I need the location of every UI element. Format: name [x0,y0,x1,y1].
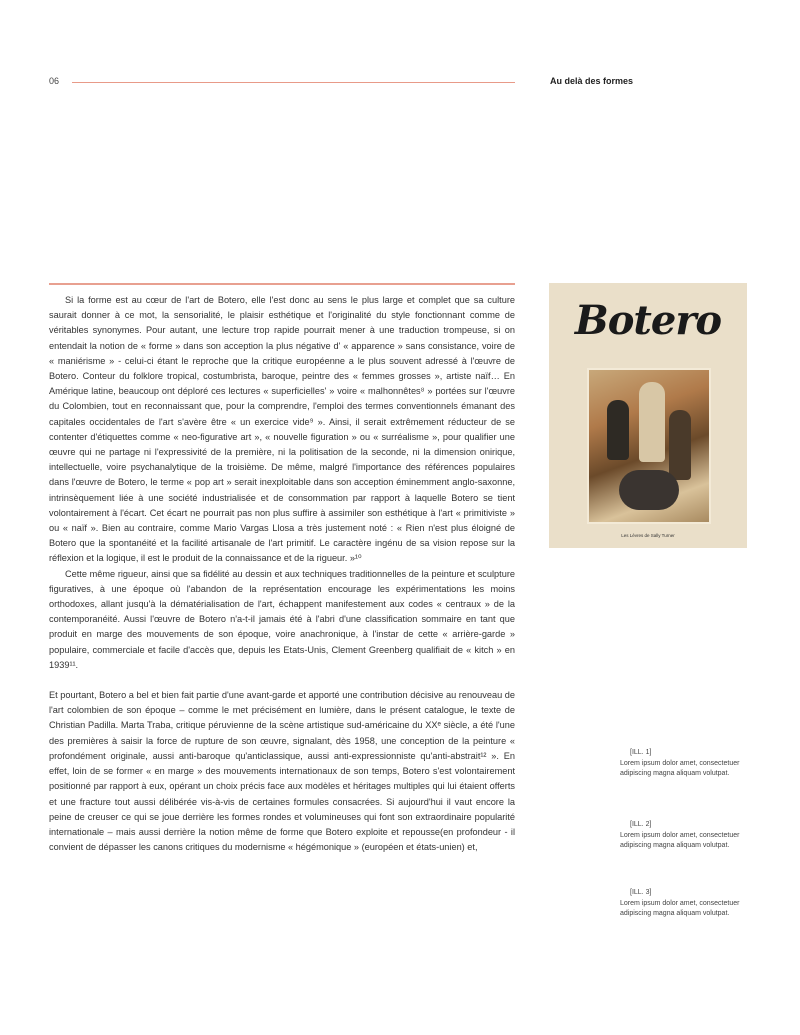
book-cover-image [549,283,747,548]
side-note-label: [ILL. 2] [630,821,652,828]
body-rule [49,283,515,285]
side-note-label: [ILL. 1] [630,749,652,756]
book-cover-title: Botero [574,297,722,344]
painting-figure [639,382,665,462]
painting-figure [669,410,691,480]
side-note-text: Lorem ipsum dolor amet, consectetuer adipiscing magna aliquam volutpat. [620,831,740,849]
side-note-3 [620,888,760,920]
side-note-2 [620,820,760,852]
book-cover-painting [587,368,711,524]
body-text [49,293,515,855]
section-title: Au delà des formes [550,76,634,86]
painting-figure [619,470,679,510]
painting-figure [607,400,629,460]
side-note-1 [620,748,760,780]
side-note-label: [ILL. 3] [630,889,652,896]
book-cover-caption: Les Lèvres de Sally Turner [621,533,675,538]
paragraph-2: Cette même rigueur, ainsi que sa fidélité au dessin et aux techniques traditionnelles de la peinture et sculpture figuratives, à une époque où l'abandon de la représentation encourage les expérimentations les moins orthodoxes, allant jusqu'à la dématérialisation de l'art, échappent manifestement aux codes « centraux » de la contemporanéité. Aussi l'œuvre de Botero n'a-t-il jamais été à l'abri d'une classification sommaire en tant que produit en marge des mouvements de son époque, voire anachronique, à l'instar de cette « arrière-garde » populaire, commerciale et facile d'accès que, depuis les Etats-Unis, Clement Greenberg qualifiait de « kitch » en 1939¹¹. [49,568,515,670]
side-note-text: Lorem ipsum dolor amet, consectetuer adipiscing magna aliquam volutpat. [620,899,740,917]
side-note-text: Lorem ipsum dolor amet, consectetuer adipiscing magna aliquam volutpat. [620,759,740,777]
page-number: 06 [49,76,60,86]
paragraph-3: Et pourtant, Botero a bel et bien fait partie d'une avant-garde et apporté une contribution décisive au renouveau de l'art colombien de son époque – comme le met précisément en lumière, dans le présent catalogue, le texte de Christian Padilla. Marta Traba, critique péruvienne de la scène artistique sud-américaine du XXᵉ siècle, a été l'une des premières à saisir la force de rupture de son œuvre, signalant, dès 1958, une conception de la peinture « profondément originale, aussi anti-baroque qu'anticlassique, aussi anti-expressionniste qu'anti-abstrait¹² ». En effet, loin de se former « en marge » des mouvements internationaux de son temps, Botero s'est volontairement positionné par rapport à eux, opérant un choix précis face aux modèles et héritages multiples qui lui étaient offerts et une fracture tout aussi délibérée vis-à-vis de certaines formules consacrées. Si aujourd'hui il vaut encore la peine de creuser ce qui se joue derrière les formes rondes et volumineuses qui font son extraordinaire popularité internationale – mais aussi derrière la notion même de forme que Botero exploite et repousse(en profondeur - il convient de dépasser les canons critiques du modernisme « hégémonique » (européen et états-unien) et, [49,690,515,853]
header-rule [72,82,515,83]
paragraph-1: Si la forme est au cœur de l'art de Botero, elle l'est donc au sens le plus large et complet que sa culture saurait donner à ce mot, la sensorialité, le plaisir esthétique et l'originalité du style fonctionnant comme de véritables synonymes. Pour autant, une lecture trop rapide pourrait mener à une traduction trompeuse, si on entendait la notion de « forme » dans son acception la plus négative d' « apparence » sans consistance, voire de « maniérisme » - celui-ci étant le reproche que la critique européenne a le plus souvent adressé à l'œuvre de Botero. Conteur du folklore tropical, costumbrista, baroque, peintre des « femmes grosses », artiste naïf… En Amérique latine, beaucoup ont déploré ces lectures « superficielles' » voire « malhonnêtes⁸ » portées sur l'œuvre du Colombien, tout en reconnaissant que, pour la comprendre, l'emploi des termes conventionnels émanant des capitales occidentales de l'art s'avère être « un exercice vide⁹ ». Ainsi, il serait extrêmement réducteur de se contenter d'étiquettes comme « neo-figurative art », « nouvelle figuration » ou « surréalisme », pour qualifier une œuvre qui ne partage ni l'expressivité de la première, ni la politisation de la seconde, ni la dimension onirique, intellectuelle, voire psychanalytique de la troisième. De même, malgré l'importance des références populaires dans l'œuvre de Botero, le terme « pop art » serait inexploitable dans son acception éminemment anglo-saxonne, intrinsèquement liée à une société industrialisée et de consommation par rapport à laquelle Botero se tient volontairement à l'écart. Cet écart ne pourrait pas non plus suffire à assimiler son esthétique à l'art « primitiviste » ou « naïf ». Bien au contraire, comme Mario Vargas Llosa a très justement noté : « Rien n'est plus éloigné de Botero que la spontanéité et la facilité artisanale de l'art primitif. Le caractère ingénu de sa vision repose sur la réflexion et la logique, il est le produit de la connaissance et de la rigueur. »¹⁰ [49,295,515,564]
